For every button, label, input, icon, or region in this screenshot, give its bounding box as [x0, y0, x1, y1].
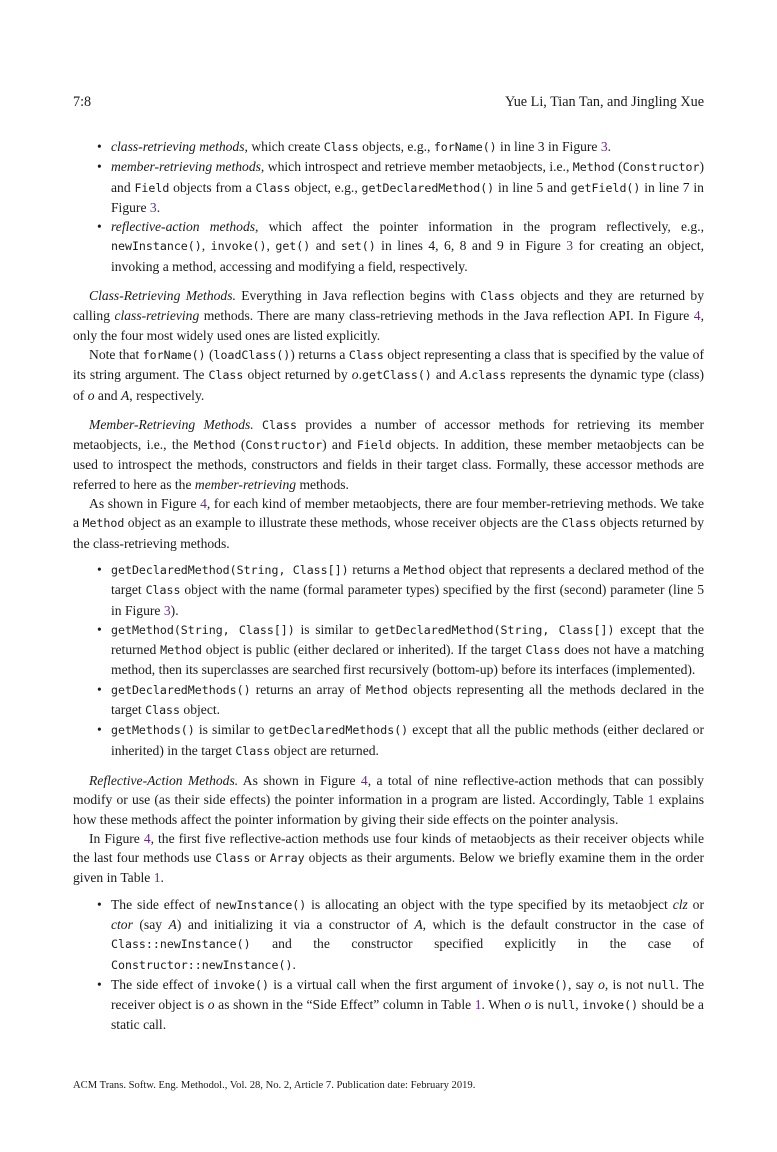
table-ref[interactable]: 1 [647, 792, 655, 808]
table-ref[interactable]: 1 [153, 870, 161, 886]
figure-ref[interactable]: 4 [360, 772, 368, 788]
figure-ref[interactable]: 3 [149, 199, 157, 215]
list-item: • getMethods() is similar to getDeclaredMethods() except that all the public methods (either declared or inherited) in the target Class object are returned. [111, 720, 704, 761]
list-item: • getDeclaredMethods() returns an array of Method objects representing all the methods declared in the target Class object. [111, 680, 704, 721]
figure-ref[interactable]: 3 [163, 602, 171, 618]
running-header [73, 93, 704, 111]
figure-ref[interactable]: 4 [693, 308, 701, 324]
list-item: • member-retrieving methods, which introspect and retrieve member metaobjects, i.e., Method (Constructor) and Field objects from a Class object, e.g., getDeclaredMethod() in line 5 and getField() in line 7 in Figure 3. [111, 157, 704, 217]
figure-ref[interactable]: 4 [143, 830, 151, 846]
list-item: • reflective-action methods, which affect the pointer information in the program reflectively, e.g., newInstance(), invoke(), get() and set() in lines 4, 6, 8 and 9 in Figure 3 for creating an object, invoking a method, accessing and modifying a field, respectively. [111, 217, 704, 276]
figure-ref[interactable]: 3 [600, 139, 608, 154]
method-kinds-list [73, 137, 704, 276]
table-ref[interactable]: 1 [474, 997, 482, 1013]
member-methods-list [73, 560, 704, 761]
list-item: • class-retrieving methods, which create Class objects, e.g., forName() in line 3 in Figure 3. [111, 137, 704, 157]
side-effects-list [73, 895, 704, 1035]
page-number: 7:8 [73, 94, 92, 110]
journal-footer: ACM Trans. Softw. Eng. Methodol., Vol. 28, No. 2, Article 7. Publication date: February 2019. [73, 1080, 476, 1091]
paragraph: Reflective-Action Methods. As shown in Figure 4, a total of nine reflective-action methods that can possibly modify or use (as their side effects) the pointer information in a program are listed. Accordingly, Table 1 explains how these methods affect the pointer information by giving their side effects on the pointer analysis. [73, 772, 704, 827]
paragraph: Class-Retrieving Methods. Everything in Java reflection begins with Class objects and they are returned by calling class-retrieving methods. There are many class-retrieving methods in the Java reflection API. In Figure 4, only the four most widely used ones are listed explicitly. [73, 288, 705, 343]
figure-ref[interactable]: 4 [200, 496, 207, 512]
paragraph: In Figure 4, the first five reflective-action methods use four kinds of metaobjects as their receiver objects while the last four methods use Class or Array objects as their arguments. Below we briefly examine them in the order given in Table 1. [73, 830, 705, 886]
list-item: • The side effect of invoke() is a virtual call when the first argument of invoke(), say o, is not null. The receiver object is o as shown in the “Side Effect” column in Table 1. When o is null, invoke() should be a static call. [111, 975, 704, 1035]
paragraph: Member-Retrieving Methods. Class provides a number of accessor methods for retrieving its member metaobjects, i.e., the Method (Constructor) and Field objects. In addition, these member metaobjects can be used to introspect the methods, constructors and fields in their target class. Formally, these accessor methods are referred to here as the member-retrieving methods. [73, 416, 705, 492]
paragraph: Note that forName() (loadClass()) returns a Class object representing a class that is specified by the value of its string argument. The Class object returned by o.getClass() and A.class represents the dynamic type (class) of o and A, respectively. [73, 346, 705, 403]
list-item: • The side effect of newInstance() is allocating an object with the type specified by its metaobject clz or ctor (say A) and initializing it via a constructor of A, which is the default constructor in the case of Class::newInstance() and the constructor specified explicitly in the case of Constructor::newInstance(). [111, 895, 704, 975]
running-authors: Yue Li, Tian Tan, and Jingling Xue [505, 94, 704, 110]
figure-ref[interactable]: 3 [566, 238, 574, 254]
body-text [73, 137, 704, 1035]
list-item: • getDeclaredMethod(String, Class[]) returns a Method object that represents a declared method of the target Class object with the name (formal parameter types) specified by the first (second) parameter (line 5 in Figure 3). [111, 560, 704, 620]
paragraph: As shown in Figure 4, for each kind of member metaobjects, there are four member-retrieving methods. We take a Method object as an example to illustrate these methods, whose receiver objects are the Class objects returned by the class-retrieving methods. [73, 496, 704, 551]
list-item: • getMethod(String, Class[]) is similar to getDeclaredMethod(String, Class[]) except that the returned Method object is public (either declared or inherited). If the target Class does not have a matching method, then its superclasses are searched first recursively (bottom-up) before its interfaces (implemented). [111, 620, 704, 680]
